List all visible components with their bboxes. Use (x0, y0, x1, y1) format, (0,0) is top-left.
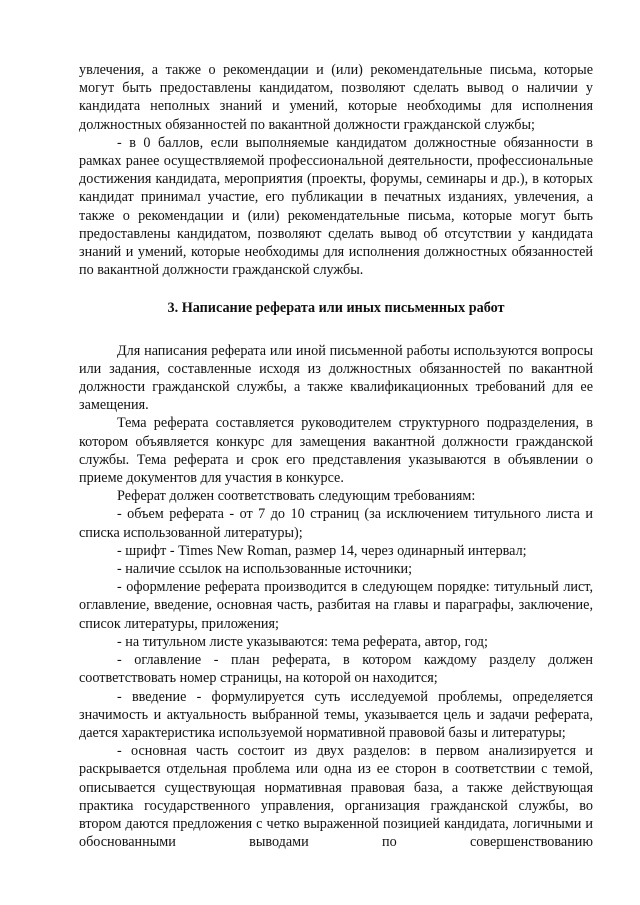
paragraph-continuation: увлечения, а также о рекомендации и (или) рекомендательные письма, которые могут быть предоставлены кандидатом, позволяют сделать вывод о наличии у кандидата неполных знаний и умений, которые необходимы для исполнения должностных обязанностей по вакантной должности гражданской службы; (79, 62, 593, 133)
paragraph-topic: Тема реферата составляется руководителем структурного подразделения, в котором объявляется конкурс для замещения вакантной должности гражданской службы. Тема реферата и срок его представления указываются в объявлении о приеме документов для участия в конкурсе. (79, 415, 593, 487)
requirement-contents: - оглавление - план реферата, в котором каждому разделу должен соответствовать номер страницы, на которой он находится; (79, 652, 593, 687)
requirement-introduction: - введение - формулируется суть исследуемой проблемы, определяется значимость и актуальность выбранной темы, указывается цель и задачи реферата, дается характеристика используемой нормативной правовой базы и литературы; (79, 688, 593, 741)
requirement-main-part: - основная часть состоит из двух разделов: в первом анализируется и раскрывается отдельная проблема или одна из ее сторон в соответствии с темой, описывается существующая нормативная правовая база, а также действующая практика государственного управления, организация гражданской службы, во втором даются предложения с четко выраженной позицией кандидата, логичными и обоснованными выводами по совершенствованию (79, 743, 593, 851)
section-heading: 3. Написание реферата или иных письменных работ (167, 300, 505, 317)
paragraph-zero-points: - в 0 баллов, если выполняемые кандидатом должностные обязанности в рамках ранее осуществляемой профессиональной деятельности, профессиональные достижения кандидата, мероприятия (проекты, форумы, семинары и др.), в которых кандидат принимал участие, его публикации в печатных изданиях, увлечения, а также о рекомендации и (или) рекомендательные письма, которые могут быть предоставлены кандидатом, позволяют сделать вывод об отсутствии у кандидата знаний и умений, которые необходимы для исполнения должностных обязанностей по вакантной должности гражданской службы. (79, 134, 593, 279)
requirement-structure: - оформление реферата производится в следующем порядке: титульный лист, оглавление, введение, основная часть, разбитая на главы и параграфы, заключение, список литературы, приложения; (79, 579, 593, 632)
document-page (79, 61, 593, 851)
paragraph-intro: Для написания реферата или иной письменной работы используются вопросы или задания, составленные исходя из должностных обязанностей по вакантной должности гражданской службы, а также квалификационных требований для ее замещения. (79, 342, 593, 414)
paragraph-requirements-lead: Реферат должен соответствовать следующим требованиям: (117, 488, 476, 505)
requirement-references: - наличие ссылок на использованные источники; (117, 561, 413, 578)
requirement-title-page: - на титульном листе указываются: тема реферата, автор, год; (117, 633, 488, 650)
requirement-volume: - объем реферата - от 7 до 10 страниц (за исключением титульного листа и списка использованной литературы); (79, 506, 593, 541)
requirement-font: - шрифт - Times New Roman, размер 14, через одинарный интервал; (117, 542, 527, 559)
